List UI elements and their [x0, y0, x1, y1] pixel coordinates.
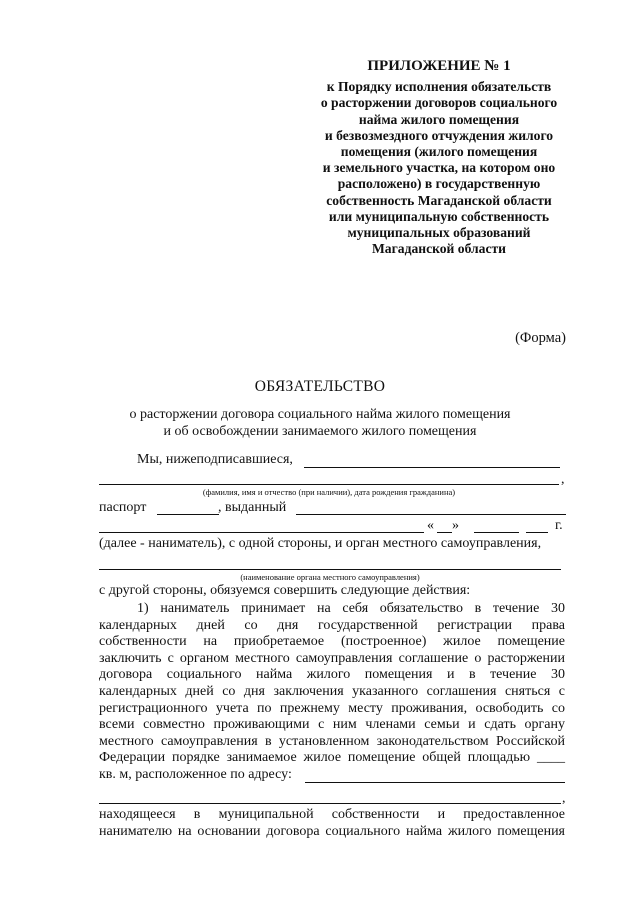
- passport-label: паспорт: [99, 500, 147, 515]
- paragraph-line: 1) наниматель принимает на себя обязательство в течение 30: [137, 601, 565, 616]
- issue-month-field[interactable]: [474, 532, 519, 533]
- subtitle-line: о расторжении договора социального найма жилого помещения: [129, 407, 511, 422]
- appendix-line: собственность Магаданской области: [326, 192, 552, 208]
- quote-open: «: [427, 518, 434, 533]
- appendix-line: и безвозмездного отчуждения жилого: [324, 127, 554, 143]
- paragraph-line: договора социального найма жилого помещения и в течение 30: [99, 667, 565, 683]
- undersigned-field[interactable]: [304, 467, 560, 468]
- issued-by-field[interactable]: [296, 514, 566, 515]
- appendix-line: к Порядку исполнения обязательств: [326, 79, 552, 95]
- subtitle-line: и об освобождении занимаемого жилого помещения: [163, 424, 477, 439]
- paragraph-line: Федерации порядке занимаемое жилое помещение общей площадью ____: [99, 750, 565, 766]
- document-title: ОБЯЗАТЕЛЬСТВО: [254, 378, 386, 395]
- comma: ,: [562, 791, 566, 806]
- authority-field[interactable]: [99, 569, 561, 570]
- paragraph-line: местного самоуправления в установленном законодательством Российской: [99, 733, 565, 749]
- paragraph-line: собственности на приобретаемое (построенное) жилое помещение: [99, 634, 565, 650]
- appendix-block: [306, 58, 572, 257]
- paragraph-line: календарных дней со дня заключения указанного соглашения сняться с: [99, 683, 565, 699]
- appendix-line: или муниципальную собственность: [328, 208, 550, 224]
- issued-label: , выданный: [218, 500, 287, 515]
- appendix-line: Магаданской области: [371, 241, 507, 257]
- form-label: (Форма): [515, 330, 566, 346]
- paragraph-line: регистрационного учета по прежнему месту проживания, освободить со: [99, 700, 565, 716]
- address-label: кв. м, расположенное по адресу:: [99, 767, 292, 782]
- paragraph-1: [99, 601, 565, 767]
- appendix-heading: ПРИЛОЖЕНИЕ № 1: [367, 58, 511, 74]
- appendix-line: помещения (жилого помещения: [340, 144, 538, 160]
- appendix-line: найма жилого помещения: [358, 111, 520, 127]
- address-field[interactable]: [305, 782, 565, 783]
- address-field-cont[interactable]: [99, 803, 561, 804]
- paragraph-line: нанимателю на основании договора социального найма жилого помещения: [99, 823, 565, 839]
- appendix-line: муниципальных образований: [347, 225, 531, 241]
- issue-day-field[interactable]: [437, 532, 452, 533]
- closing-paragraph: [99, 807, 565, 840]
- fio-field[interactable]: [99, 484, 559, 485]
- paragraph-line: находящееся в муниципальной собственности и предоставленное: [99, 807, 565, 822]
- tenant-line: (далее - наниматель), с одной стороны, и орган местного самоуправления,: [99, 536, 542, 551]
- issue-year-field[interactable]: [526, 532, 548, 533]
- appendix-line: расположено) в государственную: [337, 176, 541, 192]
- issued-by-field-cont[interactable]: [99, 532, 424, 533]
- appendix-line: о расторжении договоров социального: [320, 95, 558, 111]
- quote-close: »: [452, 518, 459, 533]
- comma: ,: [561, 472, 565, 487]
- year-suffix: г.: [555, 518, 563, 533]
- passport-number-field[interactable]: [157, 514, 219, 515]
- appendix-line: и земельного участка, на котором оно: [322, 160, 556, 176]
- other-side-line: с другой стороны, обязуемся совершить следующие действия:: [99, 583, 471, 598]
- paragraph-line: календарных дней со дня государственной регистрации права: [99, 617, 565, 633]
- fio-caption: (фамилия, имя и отчество (при наличии), дата рождения гражданина): [202, 487, 456, 497]
- document-subtitle: [0, 406, 640, 440]
- undersigned-label: Мы, нижеподписавшиеся,: [137, 452, 293, 467]
- paragraph-line: всеми совместно проживающими с ним членами семьи и сдать органу: [99, 717, 565, 733]
- paragraph-line: заключить с органом местного самоуправления соглашение о расторжении: [99, 650, 565, 666]
- authority-caption: (наименование органа местного самоуправления): [240, 572, 420, 582]
